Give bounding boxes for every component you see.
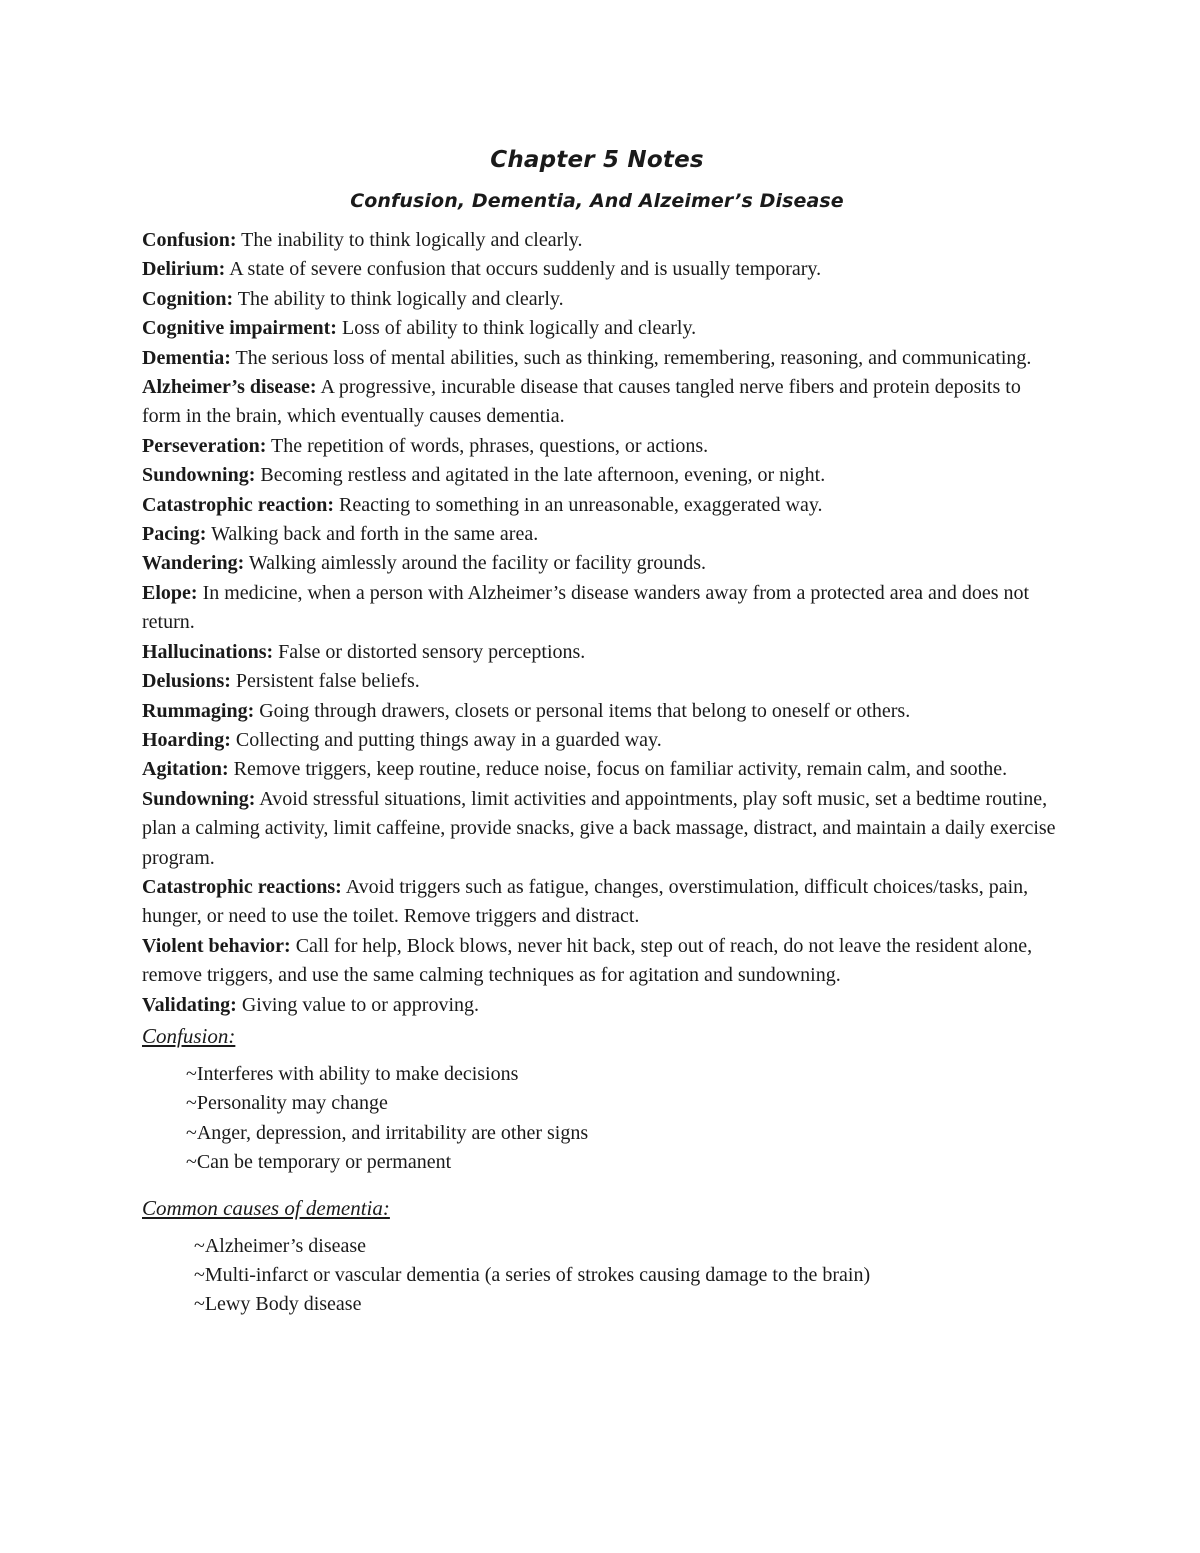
definition-item	[142, 638, 1062, 667]
definition-term: Dementia:	[142, 346, 231, 369]
definition-text: Call for help, Block blows, never hit back, step out of reach, do not leave the resident alone, remove triggers, and use the same calming techniques as for agitation and sundowning.	[142, 934, 1033, 987]
definition-item	[142, 667, 1062, 696]
definition-item	[142, 579, 1062, 638]
list-item: ~Anger, depression, and irritability are other signs	[186, 1121, 589, 1144]
definition-term: Validating:	[142, 993, 237, 1016]
definition-item	[142, 491, 1062, 520]
definition-item	[142, 549, 1062, 578]
definitions-list	[142, 226, 1062, 1020]
definition-item	[142, 932, 1062, 991]
definition-term: Cognitive impairment:	[142, 317, 337, 340]
definition-text: The ability to think logically and clearly.	[233, 287, 564, 310]
list-item: ~Lewy Body disease	[194, 1293, 362, 1316]
definition-term: Cognition:	[142, 287, 234, 310]
definition-term: Catastrophic reactions:	[142, 875, 342, 898]
definition-item	[142, 314, 1062, 343]
definition-text: Collecting and putting things away in a guarded way.	[230, 728, 662, 751]
definition-item	[142, 432, 1062, 461]
definition-text: In medicine, when a person with Alzheimer’s disease wanders away from a protected area and does not return.	[142, 581, 1030, 634]
document-page	[142, 140, 1062, 1320]
definition-term: Pacing:	[142, 523, 207, 546]
definition-text: The serious loss of mental abilities, such as thinking, remembering, reasoning, and communicating.	[230, 346, 1032, 369]
definition-text: A state of severe confusion that occurs suddenly and is usually temporary.	[225, 258, 822, 281]
confusion-list	[142, 1060, 1062, 1178]
definition-text: Going through drawers, closets or personal items that belong to oneself or others.	[254, 699, 911, 722]
definition-text: A progressive, incurable disease that causes tangled nerve fibers and protein deposits to form in the brain, which eventually causes dementia.	[142, 376, 1021, 428]
definition-term: Delirium:	[142, 258, 226, 281]
definition-term: Hoarding:	[142, 728, 231, 751]
definition-item	[142, 285, 1062, 314]
definition-term: Sundowning:	[142, 464, 256, 487]
definition-text: Giving value to or approving.	[236, 993, 480, 1016]
definition-text: The repetition of words, phrases, questions, or actions.	[266, 434, 709, 457]
definition-text: Avoid stressful situations, limit activities and appointments, play soft music, set a bedtime routine, plan a calming activity, limit caffeine, provide snacks, give a back massage, distract, and maintain a daily exercise program.	[142, 787, 1056, 869]
definition-term: Confusion:	[142, 229, 237, 251]
confusion-heading: Confusion:	[142, 1023, 236, 1048]
dementia-causes-list	[142, 1232, 1062, 1320]
definition-item	[142, 344, 1062, 373]
definition-text: Walking aimlessly around the facility or facility grounds.	[244, 552, 707, 575]
definition-item	[142, 255, 1062, 284]
definition-term: Hallucinations:	[142, 640, 274, 663]
definition-item	[142, 785, 1062, 873]
definition-term: Delusions:	[142, 670, 231, 693]
definition-term: Rummaging:	[142, 699, 255, 722]
definition-text: False or distorted sensory perceptions.	[273, 640, 586, 663]
list-item: ~Alzheimer’s disease	[194, 1234, 367, 1257]
list-item: ~Can be temporary or permanent	[186, 1151, 452, 1174]
definition-item	[142, 873, 1062, 932]
definition-item	[142, 755, 1062, 784]
definition-text: Walking back and forth in the same area.	[206, 523, 539, 546]
definition-item	[142, 373, 1062, 432]
definition-text: Loss of ability to think logically and clearly.	[336, 317, 697, 340]
definition-term: Catastrophic reaction:	[142, 493, 335, 516]
definition-text: The inability to think logically and clearly.	[236, 229, 583, 251]
definition-term: Elope:	[142, 581, 198, 604]
document-subtitle: Confusion, Dementia, And Alzeimer’s Disease	[350, 190, 844, 212]
definition-term: Perseveration:	[142, 434, 267, 457]
dementia-causes-heading: Common causes of dementia:	[142, 1195, 390, 1220]
definition-term: Sundowning:	[142, 787, 256, 810]
list-item: ~Interferes with ability to make decisions	[186, 1062, 519, 1085]
definition-text: Remove triggers, keep routine, reduce noise, focus on familiar activity, remain calm, and soothe.	[228, 758, 1008, 781]
definition-term: Alzheimer’s disease:	[142, 376, 317, 399]
definition-item	[142, 991, 1062, 1020]
definition-term: Wandering:	[142, 552, 245, 575]
definition-text: Becoming restless and agitated in the late afternoon, evening, or night.	[255, 464, 826, 487]
definition-item	[142, 461, 1062, 490]
definition-text: Persistent false beliefs.	[230, 670, 420, 693]
list-item: ~Multi-infarct or vascular dementia (a series of strokes causing damage to the brain)	[194, 1264, 871, 1286]
definition-term: Violent behavior:	[142, 934, 291, 957]
definition-item	[142, 726, 1062, 755]
definition-item	[142, 226, 1062, 255]
definition-item	[142, 697, 1062, 726]
list-item: ~Personality may change	[186, 1092, 388, 1115]
definition-term: Agitation:	[142, 758, 229, 781]
definition-text: Avoid triggers such as fatigue, changes, overstimulation, difficult choices/tasks, pain, hunger, or need to use the toilet. Remove triggers and distract.	[142, 875, 1029, 928]
definition-text: Reacting to something in an unreasonable, exaggerated way.	[334, 493, 823, 516]
definition-item	[142, 520, 1062, 549]
document-title: Chapter 5 Notes	[490, 147, 704, 173]
